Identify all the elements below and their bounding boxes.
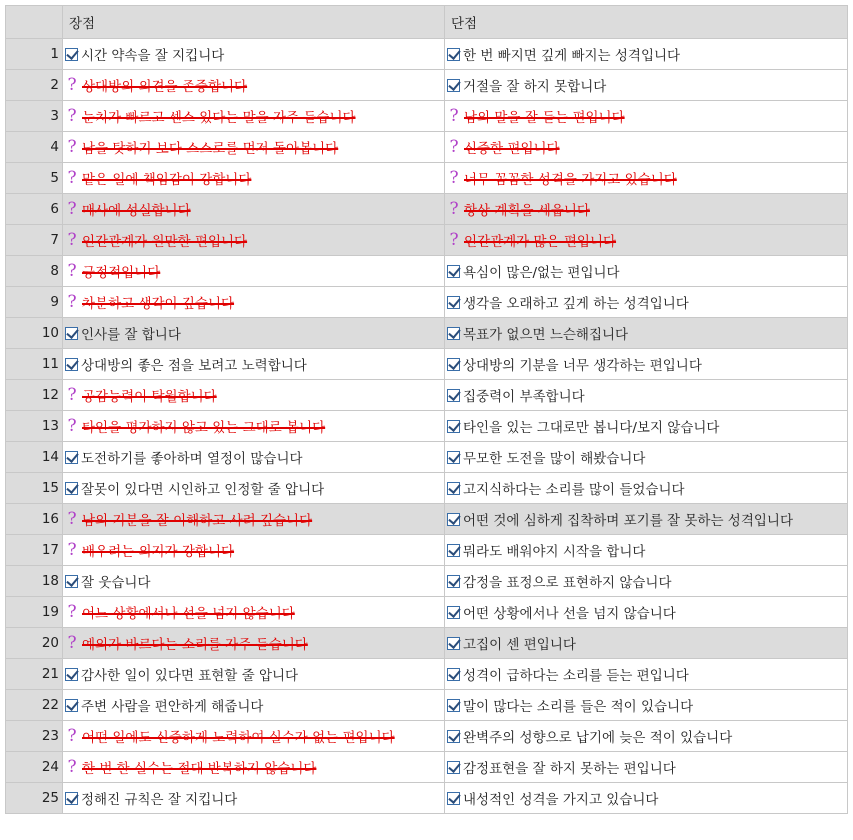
row-number: 15 [6, 473, 63, 504]
cons-text: 감정표현을 잘 하지 못하는 편입니다 [463, 761, 676, 777]
pros-item [65, 256, 160, 286]
cons-text: 인간관계가 많은 편입니다 [464, 234, 617, 250]
checkbox-checked-icon[interactable] [447, 265, 460, 278]
cons-text: 어떤 상황에서나 선을 넘지 않습니다 [463, 606, 676, 622]
cons-item [447, 194, 590, 224]
row-number: 3 [6, 101, 63, 132]
pros-item [65, 132, 338, 162]
cons-item [447, 101, 625, 131]
checkbox-checked-icon[interactable] [65, 668, 78, 681]
cons-cell [445, 659, 848, 690]
checkbox-checked-icon[interactable] [447, 730, 460, 743]
cons-item [447, 721, 732, 751]
table-row [6, 752, 848, 783]
question-mark-icon: ? [67, 508, 77, 529]
row-number: 12 [6, 380, 63, 411]
question-mark-icon: ? [67, 415, 77, 436]
checkbox-checked-icon[interactable] [447, 358, 460, 371]
row-number: 17 [6, 535, 63, 566]
cons-cell [445, 101, 848, 132]
table-row [6, 39, 848, 70]
cons-item [447, 752, 676, 782]
cons-cell [445, 690, 848, 721]
cons-column-header: 단점 [445, 6, 848, 39]
table-row [6, 287, 848, 318]
table-row [6, 628, 848, 659]
pros-text: 시간 약속을 잘 지킵니다 [81, 48, 225, 64]
pros-text: 정해진 규칙은 잘 지킵니다 [81, 792, 238, 808]
pros-cell [63, 721, 445, 752]
table-row [6, 411, 848, 442]
pros-item [65, 411, 325, 441]
cons-item [447, 535, 645, 565]
row-number: 16 [6, 504, 63, 535]
pros-text: 배우려는 의지가 강합니다 [82, 544, 235, 560]
cons-text: 타인을 있는 그대로만 봅니다/보지 않습니다 [463, 420, 720, 436]
number-column-header [6, 6, 63, 39]
checkbox-checked-icon[interactable] [447, 606, 460, 619]
checkbox-checked-icon[interactable] [65, 575, 78, 588]
pros-cell [63, 690, 445, 721]
checkbox-checked-icon[interactable] [65, 699, 78, 712]
cons-text: 말이 많다는 소리를 들은 적이 있습니다 [463, 699, 694, 715]
pros-cell [63, 628, 445, 659]
pros-text: 잘 웃습니다 [81, 575, 151, 591]
pros-cell [63, 597, 445, 628]
pros-item [65, 566, 151, 596]
cons-cell [445, 380, 848, 411]
cons-text: 남의 말을 잘 듣는 편입니다 [464, 110, 625, 126]
pros-item [65, 597, 295, 627]
pros-text: 도전하기를 좋아하며 열정이 많습니다 [81, 451, 303, 467]
cons-cell [445, 597, 848, 628]
cons-text: 고집이 센 편입니다 [463, 637, 576, 653]
checkbox-checked-icon[interactable] [447, 668, 460, 681]
checkbox-checked-icon[interactable] [65, 451, 78, 464]
cons-cell [445, 163, 848, 194]
cons-item [447, 349, 702, 379]
pros-item [65, 349, 307, 379]
table-row [6, 721, 848, 752]
pros-cell [63, 380, 445, 411]
row-number: 11 [6, 349, 63, 380]
cons-item [447, 256, 620, 286]
cons-cell [445, 318, 848, 349]
pros-cell [63, 70, 445, 101]
pros-text: 남을 탓하기 보다 스스로를 먼저 돌아봅니다 [82, 141, 339, 157]
cons-item [447, 163, 677, 193]
row-number: 25 [6, 783, 63, 814]
pros-cell [63, 783, 445, 814]
question-mark-icon: ? [67, 632, 77, 653]
table-row [6, 163, 848, 194]
header-row [6, 6, 848, 39]
cons-cell [445, 566, 848, 597]
table-row [6, 566, 848, 597]
cons-item [447, 411, 719, 441]
question-mark-icon: ? [67, 167, 77, 188]
cons-item [447, 659, 689, 689]
pros-text: 상대방의 의견을 존중합니다 [82, 79, 248, 95]
cons-cell [445, 783, 848, 814]
pros-text: 잘못이 있다면 시인하고 인정할 줄 압니다 [81, 482, 325, 498]
question-mark-icon: ? [67, 539, 77, 560]
cons-item [447, 132, 560, 162]
checkbox-checked-icon[interactable] [447, 482, 460, 495]
row-number: 5 [6, 163, 63, 194]
pros-item [65, 721, 395, 751]
checkbox-checked-icon[interactable] [65, 482, 78, 495]
row-number: 10 [6, 318, 63, 349]
pros-item [65, 225, 247, 255]
pros-item [65, 473, 324, 503]
cons-text: 고지식하다는 소리를 많이 들었습니다 [463, 482, 685, 498]
question-mark-icon: ? [67, 260, 77, 281]
pros-cell [63, 318, 445, 349]
cons-item [447, 783, 658, 813]
pros-text: 맡은 일에 책임감이 강합니다 [82, 172, 252, 188]
cons-cell [445, 535, 848, 566]
cons-item [447, 318, 628, 348]
cons-item [447, 39, 680, 69]
pros-item [65, 194, 191, 224]
checkbox-checked-icon[interactable] [447, 327, 460, 340]
pros-cell [63, 504, 445, 535]
pros-text: 예의가 바르다는 소리를 자주 듣습니다 [82, 637, 308, 653]
cons-cell [445, 39, 848, 70]
row-number: 2 [6, 70, 63, 101]
pros-cell [63, 535, 445, 566]
pros-text: 한 번 한 실수는 절대 반복하지 않습니다 [82, 761, 317, 777]
pros-text: 인간관계가 원만한 편입니다 [82, 234, 248, 250]
cons-item [447, 597, 676, 627]
question-mark-icon: ? [449, 167, 459, 188]
table-row [6, 597, 848, 628]
cons-item [447, 380, 585, 410]
cons-item [447, 473, 685, 503]
pros-item [65, 287, 234, 317]
pros-cell [63, 225, 445, 256]
checkbox-checked-icon[interactable] [447, 761, 460, 774]
checkbox-checked-icon[interactable] [65, 48, 78, 61]
cons-text: 감정을 표정으로 표현하지 않습니다 [463, 575, 672, 591]
row-number: 24 [6, 752, 63, 783]
checkbox-checked-icon[interactable] [65, 327, 78, 340]
pros-item [65, 783, 237, 813]
cons-cell [445, 411, 848, 442]
row-number: 14 [6, 442, 63, 473]
pros-text: 인사를 잘 합니다 [81, 327, 181, 343]
cons-item [447, 566, 672, 596]
cons-cell [445, 132, 848, 163]
cons-item [447, 70, 606, 100]
pros-text: 상대방의 좋은 점을 보려고 노력합니다 [81, 358, 307, 374]
cons-text: 신중한 편입니다 [464, 141, 560, 157]
question-mark-icon: ? [67, 384, 77, 405]
cons-cell [445, 473, 848, 504]
table-row [6, 225, 848, 256]
pros-text: 남의 기분을 잘 이해하고 사려 깊습니다 [82, 513, 313, 529]
cons-text: 너무 꼼꼼한 성격을 가지고 있습니다 [464, 172, 677, 188]
cons-cell [445, 721, 848, 752]
row-number: 13 [6, 411, 63, 442]
question-mark-icon: ? [449, 198, 459, 219]
cons-cell [445, 70, 848, 101]
question-mark-icon: ? [67, 198, 77, 219]
pros-item [65, 504, 312, 534]
row-number: 18 [6, 566, 63, 597]
table-row [6, 504, 848, 535]
cons-item [447, 287, 689, 317]
cons-text: 거절을 잘 하지 못합니다 [463, 79, 607, 95]
row-number: 19 [6, 597, 63, 628]
pros-text: 주변 사람을 편안하게 해줍니다 [81, 699, 264, 715]
checkbox-checked-icon[interactable] [447, 296, 460, 309]
cons-text: 집중력이 부족합니다 [463, 389, 585, 405]
cons-cell [445, 628, 848, 659]
table-row [6, 473, 848, 504]
cons-text: 어떤 것에 심하게 집착하며 포기를 잘 못하는 성격입니다 [463, 513, 793, 529]
checkbox-checked-icon[interactable] [65, 792, 78, 805]
pros-text: 감사한 일이 있다면 표현할 줄 압니다 [81, 668, 299, 684]
cons-cell [445, 752, 848, 783]
cons-item [447, 442, 645, 472]
pros-text: 차분하고 생각이 깊습니다 [82, 296, 235, 312]
cons-cell [445, 287, 848, 318]
cons-item [447, 628, 576, 658]
pros-item [65, 318, 181, 348]
row-number: 22 [6, 690, 63, 721]
cons-cell [445, 194, 848, 225]
question-mark-icon: ? [67, 136, 77, 157]
checkbox-checked-icon[interactable] [447, 48, 460, 61]
question-mark-icon: ? [449, 229, 459, 250]
cons-text: 완벽주의 성향으로 납기에 늦은 적이 있습니다 [463, 730, 733, 746]
row-number: 6 [6, 194, 63, 225]
table-row [6, 256, 848, 287]
question-mark-icon: ? [67, 74, 77, 95]
pros-cons-table [5, 5, 848, 814]
cons-text: 목표가 없으면 느슨해집니다 [463, 327, 629, 343]
row-number: 23 [6, 721, 63, 752]
checkbox-checked-icon[interactable] [447, 420, 460, 433]
checkbox-checked-icon[interactable] [447, 575, 460, 588]
row-number: 9 [6, 287, 63, 318]
table-row [6, 70, 848, 101]
pros-cell [63, 411, 445, 442]
cons-cell [445, 504, 848, 535]
question-mark-icon: ? [67, 105, 77, 126]
checkbox-checked-icon[interactable] [447, 792, 460, 805]
question-mark-icon: ? [67, 229, 77, 250]
table-row [6, 783, 848, 814]
question-mark-icon: ? [67, 756, 77, 777]
cons-text: 성격이 급하다는 소리를 듣는 편입니다 [463, 668, 689, 684]
pros-item [65, 39, 224, 69]
table-row [6, 659, 848, 690]
pros-column-header: 장점 [63, 6, 445, 39]
cons-cell [445, 225, 848, 256]
checkbox-checked-icon[interactable] [447, 544, 460, 557]
question-mark-icon: ? [67, 291, 77, 312]
checkbox-checked-icon[interactable] [447, 513, 460, 526]
cons-item [447, 690, 693, 720]
pros-cell [63, 256, 445, 287]
cons-cell [445, 442, 848, 473]
cons-text: 무모한 도전을 많이 해봤습니다 [463, 451, 646, 467]
pros-text: 어떤 일에도 신중하게 노력하여 실수가 없는 편입니다 [82, 730, 395, 746]
cons-text: 항상 계획을 세웁니다 [464, 203, 590, 219]
cons-text: 한 번 빠지면 깊게 빠지는 성격입니다 [463, 48, 681, 64]
pros-item [65, 690, 263, 720]
cons-cell [445, 256, 848, 287]
pros-text: 눈치가 빠르고 센스 있다는 말을 자주 듣습니다 [82, 110, 356, 126]
pros-cell [63, 566, 445, 597]
checkbox-checked-icon[interactable] [447, 451, 460, 464]
row-number: 4 [6, 132, 63, 163]
row-number: 8 [6, 256, 63, 287]
pros-item [65, 380, 217, 410]
cons-text: 내성적인 성격을 가지고 있습니다 [463, 792, 659, 808]
pros-cell [63, 163, 445, 194]
pros-cell [63, 752, 445, 783]
pros-cell [63, 39, 445, 70]
question-mark-icon: ? [67, 601, 77, 622]
table-row [6, 442, 848, 473]
table-row [6, 690, 848, 721]
pros-item [65, 659, 298, 689]
question-mark-icon: ? [449, 136, 459, 157]
cons-text: 상대방의 기분을 너무 생각하는 편입니다 [463, 358, 702, 374]
checkbox-checked-icon[interactable] [447, 699, 460, 712]
question-mark-icon: ? [67, 725, 77, 746]
cons-text: 욕심이 많은/없는 편입니다 [463, 265, 620, 281]
row-number: 20 [6, 628, 63, 659]
question-mark-icon: ? [449, 105, 459, 126]
checkbox-checked-icon[interactable] [447, 389, 460, 402]
pros-item [65, 442, 303, 472]
table-row [6, 535, 848, 566]
pros-item [65, 752, 316, 782]
checkbox-checked-icon[interactable] [447, 79, 460, 92]
cons-cell [445, 349, 848, 380]
row-number: 1 [6, 39, 63, 70]
pros-text: 어느 상황에서나 선을 넘지 않습니다 [82, 606, 295, 622]
table-row [6, 132, 848, 163]
pros-text: 공감능력이 탁월합니다 [82, 389, 217, 405]
pros-item [65, 628, 308, 658]
table-row [6, 101, 848, 132]
checkbox-checked-icon[interactable] [65, 358, 78, 371]
pros-cell [63, 101, 445, 132]
pros-item [65, 70, 247, 100]
cons-item [447, 225, 616, 255]
table-row [6, 380, 848, 411]
row-number: 21 [6, 659, 63, 690]
table-row [6, 194, 848, 225]
pros-cell [63, 349, 445, 380]
checkbox-checked-icon[interactable] [447, 637, 460, 650]
pros-cell [63, 659, 445, 690]
row-number: 7 [6, 225, 63, 256]
pros-item [65, 535, 234, 565]
pros-text: 타인을 평가하지 않고 있는 그대로 봅니다 [82, 420, 326, 436]
pros-text: 긍정적입니다 [82, 265, 161, 281]
cons-text: 뭐라도 배워야지 시작을 합니다 [463, 544, 646, 560]
pros-cell [63, 442, 445, 473]
table-row [6, 349, 848, 380]
pros-cell [63, 194, 445, 225]
pros-item [65, 163, 251, 193]
pros-cell [63, 132, 445, 163]
pros-cell [63, 473, 445, 504]
pros-cell [63, 287, 445, 318]
cons-item [447, 504, 793, 534]
cons-text: 생각을 오래하고 깊게 하는 성격입니다 [463, 296, 689, 312]
table-row [6, 318, 848, 349]
pros-text: 매사에 성실합니다 [82, 203, 191, 219]
pros-item [65, 101, 356, 131]
